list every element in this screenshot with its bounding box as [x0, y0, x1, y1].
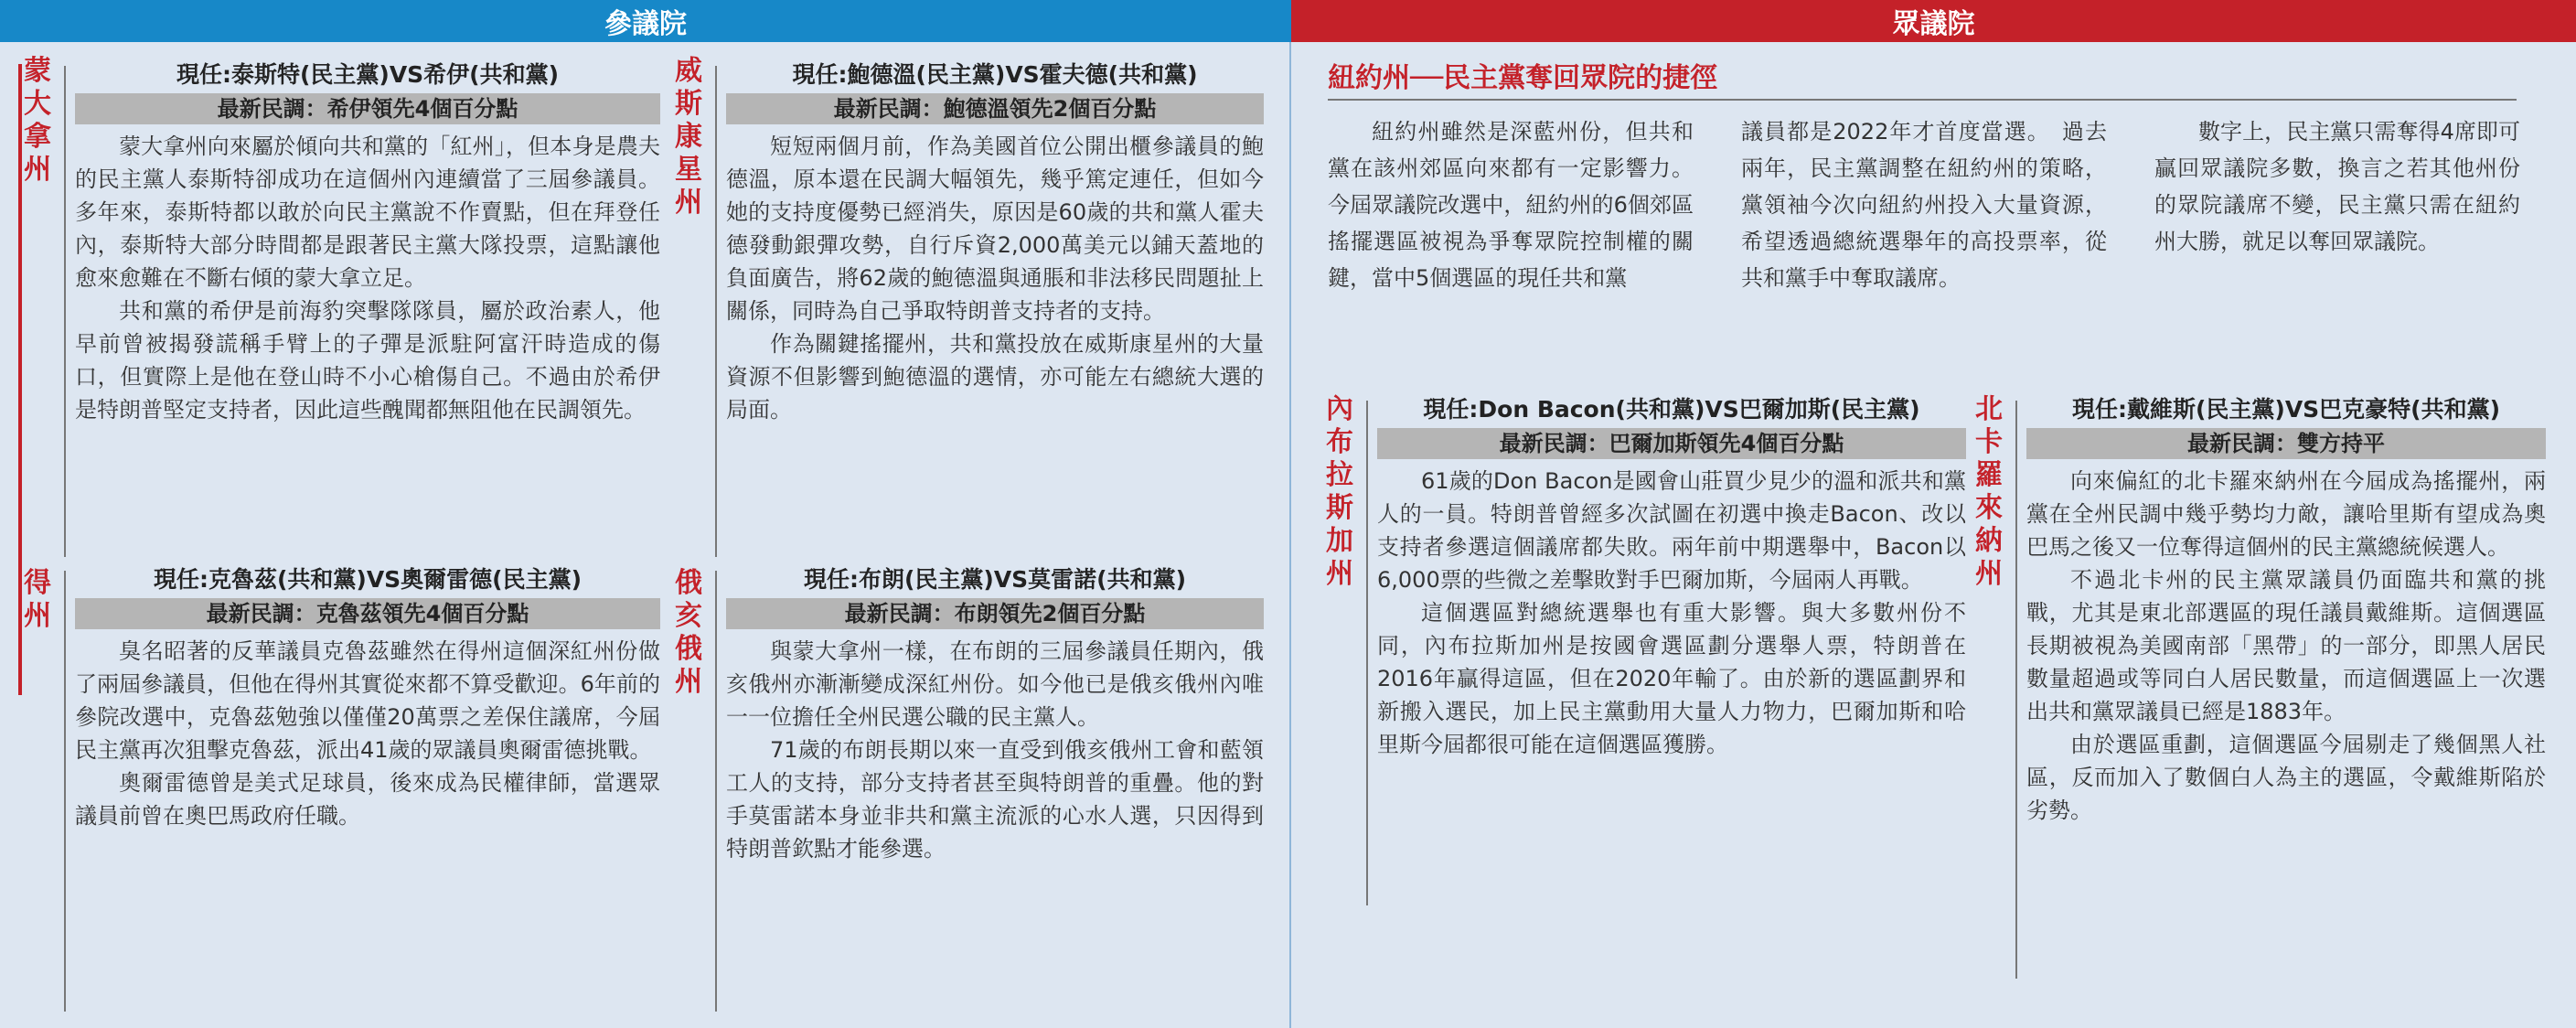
column-divider [1289, 42, 1291, 1028]
senate-header: 參議院 [0, 0, 1291, 42]
rule [715, 66, 717, 557]
state-label-nebraska: 內 布 拉 斯 加 州 [1326, 393, 1353, 590]
paragraph: 臭名昭著的反華議員克魯茲雖然在得州這個深紅州份做了兩屆參議員，但他在得州其實從來都不算受歡迎。6年前的參院改選中，克魯茲勉強以僅僅20萬票之差保住議席，今屆民主黨再次狙擊克魯茲，派出41歲的眾議員奧爾雷德挑戰。 [75, 638, 660, 763]
senate-race-texas [64, 563, 660, 1012]
state-label-wisconsin: 威 斯 康 星 州 [675, 55, 702, 219]
paragraph: 作為關鍵搖擺州，共和黨投放在威斯康星州的大量資源不但影響到鮑德溫的選情，亦可能左右總統大選的局面。 [726, 331, 1264, 423]
current-matchup: 現任:克魯茲(共和黨)VS奧爾雷德(民主黨) [153, 566, 583, 593]
paragraph: 共和黨的希伊是前海豹突擊隊隊員，屬於政治素人，他早前曾被揭發謊稱手臂上的子彈是派駐阿富汗時造成的傷口，但實際上是他在登山時不小心槍傷自己。不過由於希伊是特朗普堅定支持者，因此這些醜聞都無阻他在民調領先。 [75, 298, 660, 423]
rule [64, 571, 66, 1012]
current-matchup: 現任:鮑德溫(民主黨)VS霍夫德(共和黨) [792, 61, 1198, 88]
paragraph: 71歲的布朗長期以來一直受到俄亥俄州工會和藍領工人的支持，部分支持者甚至與特朗普的重疊。他的對手莫雷諾本身並非共和黨主流派的心水人選，只因得到特朗普欽點才能參選。 [726, 737, 1264, 862]
house-section-title: 紐約州──民主黨奪回眾院的捷徑 [1328, 59, 2517, 101]
current-matchup: 現任:泰斯特(民主黨)VS希伊(共和黨) [176, 61, 560, 88]
latest-poll: 最新民調：希伊領先4個百分點 [75, 93, 660, 124]
paragraph: 向來偏紅的北卡羅來納州在今屆成為搖擺州，兩黨在全州民調中幾乎勢均力敵，讓哈里斯有望成為奧巴馬之後又一位奪得這個州的民主黨總統候選人。 [2026, 468, 2546, 560]
state-label-texas: 得 州 [24, 567, 51, 632]
paragraph: 由於選區重劃，這個選區今屆剔走了幾個黑人社區，反而加入了數個白人為主的選區，令戴維斯陷於劣勢。 [2026, 732, 2546, 823]
paragraph: 奧爾雷德曾是美式足球員，後來成為民權律師，當選眾議員前曾在奧巴馬政府任職。 [75, 770, 660, 829]
paragraph: 蒙大拿州向來屬於傾向共和黨的「紅州」，但本身是農夫的民主黨人泰斯特卻成功在這個州內連續當了三屆參議員。多年來，泰斯特都以敢於向民主黨說不作賣點，但在拜登任內，泰斯特大部分時間都是跟著民主黨大隊投票，這點讓他愈來愈難在不斷右傾的蒙大拿立足。 [75, 134, 660, 291]
paragraph: 與蒙大拿州一樣，在布朗的三屆參議員任期內，俄亥俄州亦漸漸變成深紅州份。如今他已是俄亥俄州內唯一一位擔任全州民選公職的民主黨人。 [726, 638, 1264, 730]
state-label-north-carolina: 北 卡 羅 來 納 州 [1975, 393, 2003, 590]
paragraph: 這個選區對總統選舉也有重大影響。與大多數州份不同，內布拉斯加州是按國會選區劃分選舉人票，特朗普在2016年贏得這區，但在2020年輸了。由於新的選區劃界和新搬入選民，加上民主黨動用大量人力物力，巴爾加斯和哈里斯今屆都很可能在這個選區獲勝。 [1377, 600, 1966, 757]
house-race-north-carolina [2015, 393, 2546, 979]
senate-race-ohio [715, 563, 1264, 1012]
current-matchup: 現任:戴維斯(民主黨)VS巴克豪特(共和黨) [2071, 396, 2501, 423]
intro-column-2: 議員都是2022年才首度當選。 過去兩年，民主黨調整在紐約州的策略，黨領袖今次向紐約州投入大量資源，希望透過總統選舉年的高投票率，從共和黨手中奪取議席。 [1741, 119, 2107, 291]
intro-column-3: 數字上，民主黨只需奪得4席即可贏回眾議院多數，換言之若其他州份的眾院議席不變，民主黨只需在紐約州大勝，就足以奪回眾議院。 [2154, 119, 2520, 254]
latest-poll: 最新民調：雙方持平 [2026, 428, 2546, 459]
senate-race-montana [64, 59, 660, 557]
latest-poll: 最新民調：布朗領先2個百分點 [726, 598, 1264, 629]
latest-poll: 最新民調：巴爾加斯領先4個百分點 [1377, 428, 1966, 459]
rule [2015, 401, 2017, 979]
rule [64, 66, 66, 557]
latest-poll: 最新民調：鮑德溫領先2個百分點 [726, 93, 1264, 124]
state-label-ohio: 俄 亥 俄 州 [675, 567, 702, 698]
current-matchup: 現任:布朗(民主黨)VS莫雷諾(共和黨) [803, 566, 1187, 593]
current-matchup: 現任:Don Bacon(共和黨)VS巴爾加斯(民主黨) [1423, 396, 1920, 423]
paragraph: 短短兩個月前，作為美國首位公開出櫃參議員的鮑德溫，原本還在民調大幅領先，幾乎篤定連任，但如今她的支持度優勢已經消失，原因是60歲的共和黨人霍夫德發動銀彈攻勢，自行斥資2,000萬美元以鋪天蓋地的負面廣告，將62歲的鮑德溫與通脹和非法移民問題扯上關係，同時為自己爭取特朗普支持者的支持。 [726, 134, 1264, 324]
latest-poll: 最新民調：克魯茲領先4個百分點 [75, 598, 660, 629]
senate-race-wisconsin [715, 59, 1264, 557]
state-label-montana: 蒙 大 拿 州 [24, 55, 51, 186]
rule [715, 571, 717, 1012]
paragraph: 不過北卡州的民主黨眾議員仍面臨共和黨的挑戰，尤其是東北部選區的現任議員戴維斯。這個選區長期被視為美國南部「黑帶」的一部分，即黑人居民數量超過或等同白人居民數量，而這個選區上一次選出共和黨眾議員已經是1883年。 [2026, 567, 2546, 724]
house-header: 眾議院 [1291, 0, 2576, 42]
rule [1366, 401, 1368, 905]
paragraph: 61歲的Don Bacon是國會山莊買少見少的溫和派共和黨人的一員。特朗普曾經多次試圖在初選中換走Bacon、改以支持者參選這個議席都失敗。兩年前中期選舉中，Bacon以6,000票的些微之差擊敗對手巴爾加斯，今屆兩人再戰。 [1377, 468, 1966, 593]
house-race-nebraska [1366, 393, 1966, 905]
intro-column-1: 紐約州雖然是深藍州份，但共和黨在該州郊區向來都有一定影響力。今屆眾議院改選中，紐約州的6個郊區搖擺選區被視為爭奪眾院控制權的關鍵，當中5個選區的現任共和黨 [1328, 119, 1694, 291]
